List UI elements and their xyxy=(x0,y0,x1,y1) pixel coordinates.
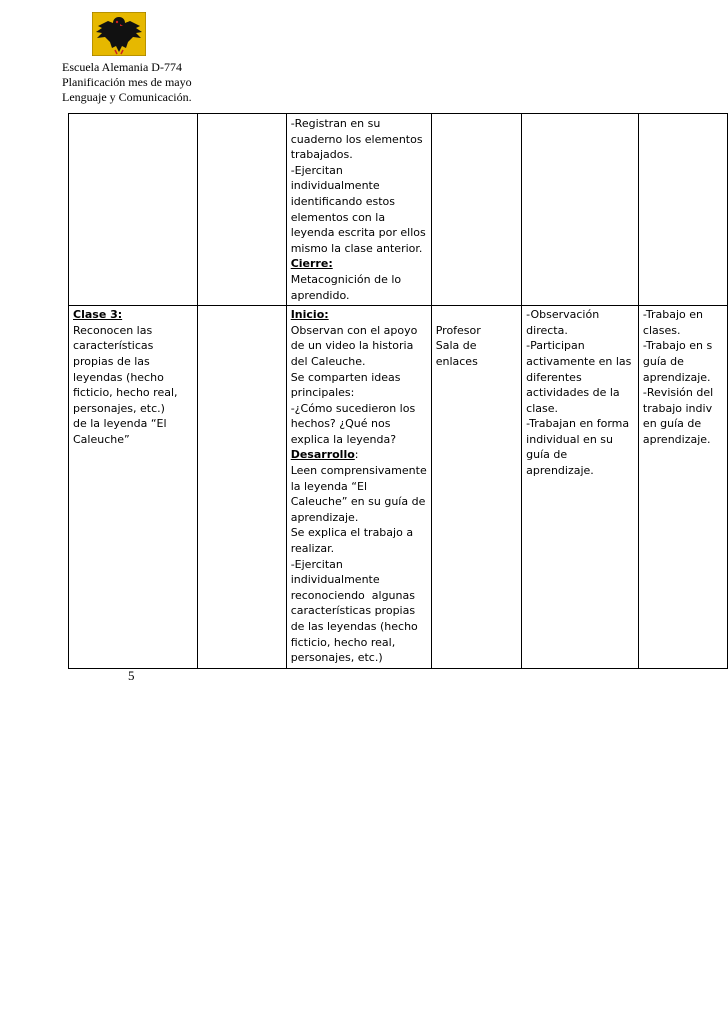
class-line: características xyxy=(73,339,154,353)
inicio-line: Se comparten ideas xyxy=(290,370,401,384)
activity-line: mismo la clase anterior. xyxy=(290,241,423,255)
eagle-crest-icon xyxy=(92,12,146,56)
instrument-line: trabajo indiv xyxy=(642,401,713,415)
desarrollo-line: características propias xyxy=(290,604,416,618)
subject-name: Lenguaje y Comunicación. xyxy=(62,90,192,104)
activity-line: leyenda escrita por ellos xyxy=(290,226,426,240)
desarrollo-line: reconociendo algunas xyxy=(290,588,415,602)
evaluation-cell xyxy=(522,306,639,669)
inicio-line: -¿Cómo sucedieron los xyxy=(290,401,416,415)
class-line: leyendas (hecho xyxy=(73,370,164,384)
instrument-line: aprendizaje. xyxy=(642,370,711,384)
plan-title: Planificación mes de mayo xyxy=(62,75,192,89)
evaluation-line: directa. xyxy=(526,323,568,337)
instrument-line: -Trabajo en xyxy=(642,308,703,322)
planning-table xyxy=(68,113,728,669)
instrument-line: aprendizaje. xyxy=(642,432,711,446)
class-line: ficticio, hecho real, xyxy=(73,386,178,400)
instruments-cell xyxy=(638,306,727,669)
desarrollo-line: realizar. xyxy=(290,542,335,556)
table-row xyxy=(69,114,728,306)
resources-cell xyxy=(431,114,521,306)
class-line: de la leyenda “El xyxy=(73,417,167,431)
inicio-line: del Caleuche. xyxy=(290,354,366,368)
empty-cell xyxy=(198,306,286,669)
inicio-line: principales: xyxy=(290,386,355,400)
resource-line: enlaces xyxy=(435,354,478,368)
desarrollo-colon: : xyxy=(354,448,359,462)
desarrollo-heading xyxy=(291,447,427,463)
instrument-line: -Revisión del xyxy=(642,386,714,400)
instrument-line: guía de xyxy=(642,354,684,368)
resource-line: Profesor xyxy=(435,323,481,337)
evaluation-line: -Observación xyxy=(526,308,600,322)
page-number: 5 xyxy=(128,668,135,683)
desarrollo-line: individualmente xyxy=(290,573,380,587)
class-line: Reconocen las xyxy=(73,323,153,337)
activity-line: -Registran en su xyxy=(290,117,381,130)
desarrollo-line: Caleuche” en su guía de xyxy=(290,495,426,509)
evaluation-line: aprendizaje. xyxy=(526,464,594,478)
evaluation-line: -Trabajan en forma xyxy=(526,417,630,431)
activity-line: cuaderno los elementos xyxy=(290,132,423,146)
class-title: Clase 3: xyxy=(73,308,123,322)
school-crest-logo xyxy=(92,12,146,56)
evaluation-line: clase. xyxy=(526,401,559,415)
desarrollo-line: ficticio, hecho real, xyxy=(290,635,396,649)
desarrollo-heading-text: Desarrollo xyxy=(290,448,355,462)
empty-cell xyxy=(198,114,286,306)
cierre-heading: Cierre: xyxy=(290,257,333,271)
desarrollo-line: la leyenda “El xyxy=(290,479,367,493)
resources-cell xyxy=(431,306,521,669)
class-cell xyxy=(69,306,198,669)
inicio-line: de un video la historia xyxy=(290,339,414,353)
instruments-cell xyxy=(638,114,727,306)
activity-line: identificando estos xyxy=(290,194,396,208)
activity-line: trabajados. xyxy=(290,148,353,162)
table-row xyxy=(69,306,728,669)
inicio-heading: Inicio: xyxy=(290,308,329,322)
desarrollo-line: Se explica el trabajo a xyxy=(290,526,414,540)
inicio-line: Observan con el apoyo xyxy=(290,323,418,337)
inicio-line: hechos? ¿Qué nos xyxy=(290,417,391,431)
school-name: Escuela Alemania D-774 xyxy=(62,60,182,74)
class-line: Caleuche” xyxy=(73,432,130,446)
evaluation-line: diferentes xyxy=(526,370,582,384)
instrument-line: en guía de xyxy=(642,417,702,431)
activities-cell xyxy=(286,306,431,669)
evaluation-line: guía de xyxy=(526,448,568,462)
activities-cell xyxy=(286,114,431,306)
desarrollo-line: de las leyendas (hecho xyxy=(290,620,418,633)
desarrollo-line: -Ejercitan xyxy=(290,557,343,571)
document-header xyxy=(62,60,192,105)
activity-line: individualmente xyxy=(290,179,380,193)
cierre-line: Metacognición de lo xyxy=(290,272,402,286)
class-cell xyxy=(69,114,198,306)
evaluation-line: -Participan xyxy=(526,339,585,353)
activity-line: -Ejercitan xyxy=(290,163,343,177)
desarrollo-line: personajes, etc.) xyxy=(290,651,383,665)
resource-line: Sala de xyxy=(435,339,477,353)
evaluation-cell xyxy=(522,114,639,306)
evaluation-line: individual en su xyxy=(526,432,613,446)
instrument-line: -Trabajo en s xyxy=(642,339,713,353)
cierre-line: aprendido. xyxy=(290,288,350,302)
instrument-line: clases. xyxy=(642,323,681,337)
desarrollo-line: Leen comprensivamente xyxy=(290,464,427,478)
inicio-line: explica la leyenda? xyxy=(290,432,397,446)
activity-line: elementos con la xyxy=(290,210,386,224)
desarrollo-line: aprendizaje. xyxy=(290,510,359,524)
class-line: propias de las xyxy=(73,354,150,368)
evaluation-line: actividades de la xyxy=(526,386,620,400)
class-line: personajes, etc.) xyxy=(73,401,165,415)
evaluation-line: activamente en las xyxy=(526,354,632,368)
